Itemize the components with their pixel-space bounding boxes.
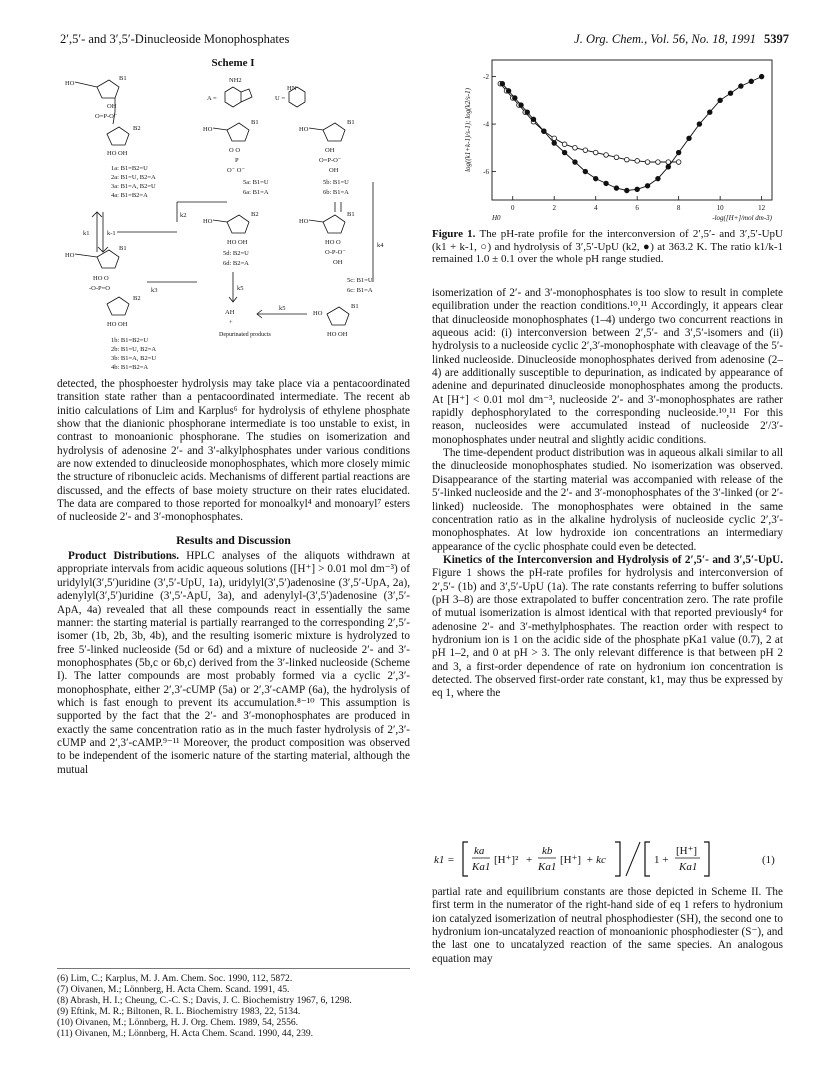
footnote-8: (8) Abrash, H. I.; Cheung, C.-C. S.; Davis, J. C. Biochemistry 1967, 6, 1298.: [57, 995, 352, 1007]
figure-1-chart: [432, 52, 783, 252]
s1b-1: 2b: B1=U, B2=A: [111, 346, 157, 353]
open-point-9: [573, 145, 578, 150]
filled-point-22: [707, 110, 712, 115]
k4-label: k4: [377, 242, 384, 249]
series-line-0: [500, 84, 678, 162]
eq-ka: ka: [474, 845, 485, 857]
right-paragraph-4: partial rate and equilibrium constants are those depicted in Scheme II. The first term in the numerator of the right-hand side of eq 1 refers to hydronium ion catalyzed isomerization of neutral phosphodiester (SH), the second one to hydronium ion-uncatalyzed reaction of monoanionic phosphodiester (S⁻), and the last one to uncatalyzed reaction of the same species. An analogous equation may: [432, 886, 783, 965]
hn-label: HN: [287, 85, 297, 92]
journal-citation: [574, 32, 789, 47]
x-tick-label-4: 8: [676, 204, 681, 212]
s1-2: 3a: B1=A, B2=U: [111, 183, 156, 190]
footnote-9: (9) Eftink, M. R.; Biltonen, R. L. Biochemistry 1983, 22, 5134.: [57, 1006, 301, 1018]
filled-point-2: [513, 96, 518, 101]
right-paragraph-3-text: Figure 1 shows the pH-rate profiles for hydrolysis and interconversion of 2′,5′- (1b) and 3′,5′-UpU (1a). The rate constants referring to buffer solutions (pH 3–8) are those extrapolated to buffer concentration zero. The rate profile of mutual isomerization is almost identical with that reported previously⁴ for adenosine 2′- and 3′-methylphosphates. The reaction order with respect to hydronium ion is 1 on the acidic side of the phosphate pKa1 value (0.7), 2 at pH 1–2, and 0 at pH > 3. The only relevant difference is that between pH 2 and 3, a first-order dependence of rate on hydronium ion concentration is detected. The observed first-order rate constant, k1, may thus be expressed by eq 1, where the: [432, 567, 783, 700]
section-heading: Results and Discussion: [176, 532, 291, 547]
ho-label-5b: HO: [299, 126, 309, 133]
oh-label-5b2: OH: [329, 167, 339, 174]
filled-point-11: [593, 176, 598, 181]
ho-o-label-1b: HO O: [93, 275, 109, 282]
right-paragraph-3: [432, 554, 783, 701]
eq-ka1-b: Ka1: [538, 861, 557, 873]
equation-svg: [432, 836, 783, 882]
filled-point-12: [604, 181, 609, 186]
eq-k1: k1 =: [434, 854, 455, 866]
oh-label-5b: OH: [325, 147, 335, 154]
filled-point-17: [656, 176, 661, 181]
open-point-18: [666, 160, 671, 165]
figure-1-caption: [432, 228, 783, 266]
structure-final: [327, 307, 349, 325]
filled-point-27: [759, 74, 764, 79]
ho-label-5c: HO: [299, 218, 309, 225]
o-o-label-5a: O O: [229, 147, 241, 154]
p-label-1: O=P-O⁻: [95, 113, 118, 120]
s5d-1: 6d: B2=A: [223, 260, 249, 267]
s1-3: 4a: B1=B2=A: [111, 192, 148, 199]
filled-point-20: [687, 136, 692, 141]
filled-point-7: [552, 141, 557, 146]
km1-label: k-1: [107, 230, 116, 237]
scheme-i: [57, 52, 410, 374]
depurinated-label: Depurinated products: [219, 332, 271, 338]
x-tick-label-2: 4: [593, 204, 598, 212]
x-tick-label-3: 6: [635, 204, 639, 212]
running-title: 2′,5′- and 3′,5′-Dinucleoside Monophosphates: [60, 32, 290, 46]
right-paragraph-2: The time-dependent product distribution was in aqueous alkali similar to all the dinucleoside monophosphates studied. No isomerization was observed. Disappearance of the starting material was accompanied with release of the 5′-linked nucleoside and the 2′- and 3′-monophosphates of the 3′-linked (or 2′-linked) nucleoside. The monophosphates were obtained in the same concentration ratio as in the alkaline hydrolysis of nucleoside cyclic 2′,3′-monophosphates. At low hydroxide ion concentrations an intermediary appearance of the cyclic phosphate could even be detected.: [432, 447, 783, 553]
y-tick-label-2: -6: [483, 168, 489, 177]
s1-0: 1a: B1=B2=U: [111, 165, 148, 172]
eq-h-b: [H⁺]: [676, 845, 698, 857]
eq-one-plus: 1 +: [654, 854, 669, 866]
opo-label-5c: O-P-O⁻: [325, 249, 346, 256]
scheme-title: Scheme I: [211, 57, 255, 69]
x-axis-label: -log([H+]/mol dm-3): [712, 214, 772, 222]
open-point-10: [583, 148, 588, 153]
filled-point-26: [749, 79, 754, 84]
left-paragraph-2: [57, 550, 410, 777]
filled-point-18: [666, 164, 671, 169]
open-point-13: [614, 155, 619, 160]
eq-plus-kc: + kc: [586, 854, 606, 866]
ho-label-final: HO: [313, 310, 323, 317]
ho-oh-label-5d: HO OH: [227, 239, 248, 246]
ah-label: AH: [225, 309, 235, 316]
k3-label: k3: [151, 287, 158, 294]
eq-h: [H⁺]: [560, 854, 582, 866]
footnote-6: (6) Lim, C.; Karplus, M. J. Am. Chem. Soc. 1990, 112, 5872.: [57, 973, 293, 984]
y-tick-label-0: -2: [483, 73, 489, 82]
right-column: [432, 287, 783, 701]
s1b-3: 4b: B1=B2=A: [111, 364, 149, 371]
open-point-8: [562, 142, 567, 147]
eq-slash: [626, 842, 640, 876]
left-paragraph-2-text: HPLC analyses of the aliquots withdrawn at appropriate intervals from acidic aqueous solutions ([H⁺] > 0.01 mol dm⁻³) of uridylyl(3′,5′)uridine (3′,5′-UpU, 1a), uridylyl(3′,5′)adenosine (3′,5′-UpA, 2a), adenylyl(3′,5′)uridine (3′,5′-ApU, 3a), and adenylyl-(3′,5′)adenosine (3′,5′-ApA, 4a) revealed that all these compounds react in essentially the same manner: the starting material is partially rearranged to the corresponding 2′,5′-isomer (1b, 2b, 3b, 4b), and the resulting isomeric mixture is hydrolyzed to free 5′-linked nucleoside (5d or 6d) and a mixture of nucleoside 2′- and 3′-monophosphates (5b,c or 6b,c) derived from the 3′-linked nucleoside (Scheme I). The latter compounds are most probably formed via a cyclic 2′,3′-monophosphate, either 2′,3′-cUMP (5a) or 2′,3′-cAMP (6a), the hydrolysis of which is fast enough to prevent its accumulation.⁸⁻¹⁰ This assumption is supported by the fact that the 2′- and 3′-monophosphates are produced in exactly the same concentration ratio as in the much faster hydrolysis of 2′,3′-cUMP and 2′,3′-cAMP.⁹⁻¹¹ Moreover, the product composition was observed to be independent of the isomeric nature of the starting material, although the mutual: [57, 550, 410, 776]
b1-label-final: B1: [351, 303, 359, 310]
k5-label-a: k5: [237, 285, 244, 292]
run-head-kinetics: Kinetics of the Interconversion and Hydrolysis of 2′,5′- and 3′,5′-UpU.: [443, 553, 783, 566]
ho-label-1b: HO: [65, 252, 75, 259]
open-point-11: [593, 150, 598, 155]
filled-point-13: [614, 186, 619, 191]
b2-label-5d: B2: [251, 211, 259, 218]
s5b-1: 6b: B1=A: [323, 189, 349, 196]
k2-label: k2: [180, 212, 187, 219]
run-head-product: Product Distributions.: [68, 550, 180, 563]
nh2-label: NH2: [229, 77, 242, 84]
chart-svg: [432, 52, 783, 252]
b2-label-1b: B2: [133, 295, 141, 302]
x-tick-label-0: 0: [510, 204, 515, 212]
open-point-14: [625, 157, 630, 162]
oh-label-1: OH: [107, 103, 117, 110]
a-eq: A =: [207, 95, 217, 102]
k5-label-b: k5: [279, 305, 286, 312]
page-header: [60, 32, 789, 50]
x-tick-label-6: 12: [758, 204, 766, 212]
ho-label-1: HO: [65, 80, 75, 87]
p-label-1b: -O-P=O: [89, 285, 110, 292]
y-axis-label: log((k1+k-1)/s-1); log(k2/s-1): [464, 88, 472, 172]
open-point-16: [645, 160, 650, 165]
filled-point-23: [718, 98, 723, 103]
eq-number: (1): [762, 854, 775, 866]
ho-oh-label-1b: HO OH: [107, 321, 128, 328]
b1-label-5a: B1: [251, 119, 259, 126]
b1-label-5c: B1: [347, 211, 355, 218]
structure-5b: [309, 123, 345, 141]
structure-1b: [75, 250, 129, 315]
structure-5a: [213, 123, 249, 141]
ho-oh-label-final: HO OH: [327, 331, 348, 338]
eq-bracket-right-2: [704, 842, 709, 876]
scheme-i-drawing: [57, 52, 410, 374]
u-eq: U =: [275, 95, 285, 102]
b1-label-1b: B1: [119, 245, 127, 252]
ho-oh-label-1: HO OH: [107, 150, 128, 157]
open-point-19: [676, 160, 681, 165]
b1-label-1: B1: [119, 75, 127, 82]
eq-bracket-right: [615, 842, 620, 876]
s5-0: 5a: B1=U: [243, 179, 269, 186]
ho-label-5d: HO: [203, 218, 213, 225]
eq-h2: [H⁺]²: [494, 854, 519, 866]
filled-point-5: [531, 117, 536, 122]
ho-o-label-5c: HO O: [325, 239, 341, 246]
open-point-17: [656, 160, 661, 165]
filled-point-21: [697, 122, 702, 127]
filled-point-9: [573, 160, 578, 165]
eq-bracket-left-2: [645, 842, 650, 876]
filled-point-24: [728, 91, 733, 96]
right-paragraph-1: isomerization of 2′- and 3′-monophosphates is too slow to result in complete equilibration under the reaction conditions.¹⁰,¹¹ Accordingly, it appears clear that dinucleoside monophosphates (1–4) undergo two concurrent reactions in aqueous acid: (i) interconversion between 2′,5′- and 3′,5′-isomers and (ii) hydrolysis to a nucleoside cyclic 2′,3′-monophosphate with cleavage of the 5′-linked nucleoside. Dinucleoside monophosphates derived from adenosine (2–4) are additionally susceptible to depurination, as indicated by appearance of adenine and depurinated dinucleoside monophosphates among the products. At [H⁺] < 0.01 mol dm⁻³, nucleoside 2′- and 3′-monophosphates are rather rapidly dephosphorylated to the corresponding nucleoside.¹⁰,¹¹ For this reason, nucleosides were accumulated instead of nucleoside 2′/3′-monophosphates under neutral and slightly acidic conditions.: [432, 287, 783, 446]
eq-bracket-left: [463, 842, 468, 876]
ho-label-5a: HO: [203, 126, 213, 133]
filled-point-4: [525, 110, 530, 115]
s5-1: 6a: B1=A: [243, 189, 269, 196]
caption-label: Figure 1.: [432, 228, 476, 240]
filled-point-19: [676, 150, 681, 155]
open-point-12: [604, 153, 609, 158]
structure-5d: [213, 215, 249, 233]
s1-1: 2a: B1=U, B2=A: [111, 174, 156, 181]
b1-label-5b: B1: [347, 119, 355, 126]
filled-point-15: [635, 187, 640, 192]
s1b-2: 3b: B1=A, B2=U: [111, 355, 157, 362]
right-column-bottom: [432, 886, 783, 966]
plus-label: +: [229, 319, 233, 326]
series-line-1: [502, 77, 761, 191]
open-point-7: [552, 136, 557, 141]
h0-label: H0: [492, 214, 501, 222]
footnotes: [57, 968, 410, 1040]
s5c-1: 6c: B1=A: [347, 287, 373, 294]
eq-kb: kb: [542, 845, 553, 857]
x-tick-label-5: 10: [716, 204, 724, 212]
series-1a-list: [111, 165, 156, 199]
open-point-15: [635, 159, 640, 164]
s5c-0: 5c: B1=U: [347, 277, 373, 284]
filled-point-8: [562, 150, 567, 155]
filled-point-0: [500, 81, 505, 86]
footnote-11: (11) Oivanen, M.; Lönnberg, H. Acta Chem. Scand. 1990, 44, 239.: [57, 1028, 314, 1040]
k1-arrows: [92, 212, 108, 252]
left-column: [57, 378, 410, 777]
y-tick-label-1: -4: [483, 120, 489, 129]
filled-point-14: [625, 188, 630, 193]
journal-name: J. Org. Chem., Vol. 56, No. 18, 1991: [574, 32, 756, 46]
p-label-5a: P: [235, 157, 239, 164]
filled-point-3: [519, 103, 524, 108]
filled-point-1: [506, 89, 511, 94]
footnote-10: (10) Oivanen, M.; Lönnberg, H. J. Org. Chem. 1989, 54, 2556.: [57, 1017, 299, 1029]
filled-point-6: [542, 129, 547, 134]
structure-5c: [309, 202, 345, 233]
oh-label-5c: OH: [333, 259, 343, 266]
footnote-7: (7) Oivanen, M.; Lönnberg, H. Acta Chem. Scand. 1991, 45.: [57, 984, 290, 996]
k1-label: k1: [83, 230, 90, 237]
s1b-0: 1b: B1=B2=U: [111, 337, 149, 344]
caption-text: The pH-rate profile for the interconversion of 2′,5′- and 3′,5′-UpU (k1 + k-1, ○) and hydrolysis of 3′,5′-UpU (k2, ●) at 363.2 K. The ratio k1/k-1 remained 1.0 ± 0.1 over the whole pH range studied.: [432, 228, 783, 265]
x-tick-label-1: 2: [552, 204, 556, 212]
plot-frame: [492, 60, 772, 200]
left-paragraph-1: detected, the phosphoester hydrolysis may take place via a pentacoordinated transition state rather than a pentacoordinated intermediate. The recent ab initio calculations of Lim and Karplus⁶ for hydrolysis of ethylene phosphate show that the dianionic phosphorane intermediate is too unstable to exist, in contrast to monoanionic phosphorane. The studies on isomerization and hydrolysis of adenosine 2′- and 3′-alkylphosphates under various conditions are now extended to dinucleoside monophosphates, which more closely mimic the structure of ribonucleic acids. Mechanisms of different partial reactions are discussed, and the effects of base moiety structure on their rates elucidated. The data are compared to those reported for monoalkyl⁴ and monoaryl⁷ esters of nucleoside 2′- and 3′-monophosphates.: [57, 378, 410, 524]
page-number: 5397: [764, 32, 789, 46]
s5d-0: 5d: B2=U: [223, 250, 249, 257]
s5b-0: 5b: B1=U: [323, 179, 349, 186]
eq-plus-1: +: [526, 854, 533, 866]
filled-point-10: [583, 169, 588, 174]
eq-ka1-a: Ka1: [472, 861, 491, 873]
b2-label-1: B2: [133, 125, 141, 132]
opo-label-5b: O=P-O⁻: [319, 157, 342, 164]
series-1b-list: [111, 337, 156, 371]
equation-1: [432, 836, 783, 882]
filled-point-25: [739, 84, 744, 89]
o-ob-label-5a: O⁻ O⁻: [227, 167, 245, 174]
eq-ka1-c: Ka1: [679, 861, 698, 873]
filled-point-16: [645, 183, 650, 188]
adenine-ring: [225, 87, 252, 107]
